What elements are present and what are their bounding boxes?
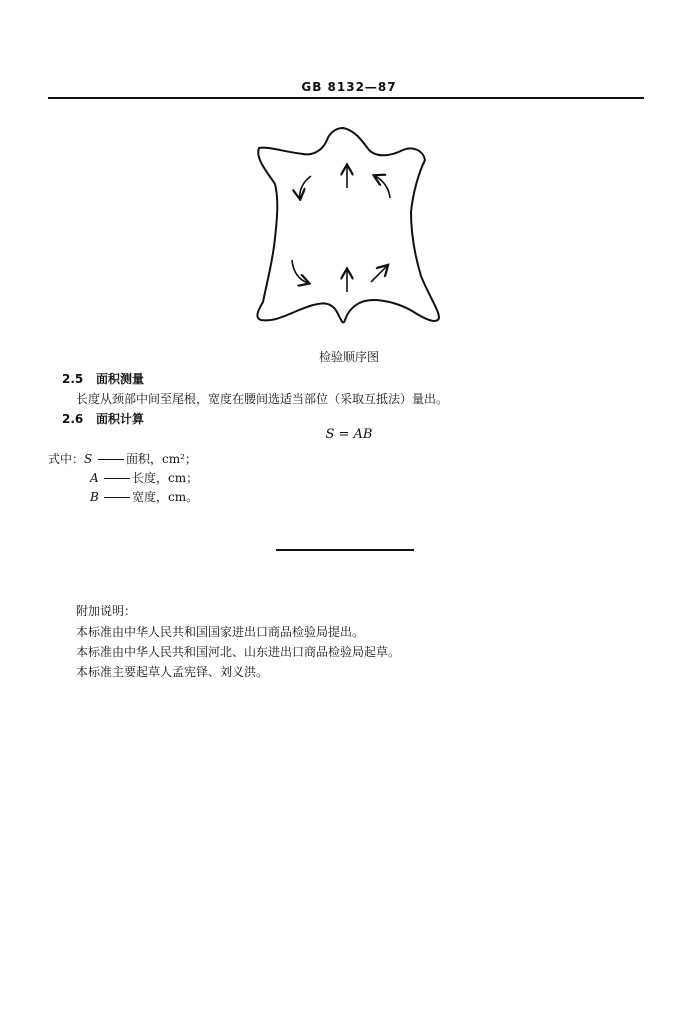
section-title: 面积测量	[96, 372, 145, 386]
where-meaning: 长度，cm；	[132, 471, 199, 485]
arrow-icon	[292, 260, 308, 283]
standard-code: GB 8132—87	[301, 80, 397, 94]
where-row	[48, 450, 197, 467]
em-dash	[104, 478, 130, 479]
where-prefix: 式中：	[48, 452, 85, 466]
section-number: 2.5	[62, 372, 84, 386]
area-formula: S = AB	[325, 427, 373, 442]
section-heading	[62, 370, 144, 387]
where-row	[90, 469, 198, 486]
section-title: 面积计算	[96, 412, 145, 426]
em-dash	[104, 497, 130, 498]
section-body: 长度从颈部中间至尾根，宽度在腰间选适当部位（采取互抵法）量出。	[76, 392, 449, 406]
where-row	[90, 488, 198, 505]
hide-outline-icon	[257, 128, 439, 322]
arrow-icon	[375, 176, 390, 198]
hide-outline-figure	[245, 120, 445, 335]
notes-heading: 附加说明：	[76, 604, 137, 618]
note-line: 本标准由中华人民共和国国家进出口商品检验局提出。	[76, 625, 365, 639]
arrow-icon	[371, 266, 387, 282]
section-heading	[62, 410, 144, 427]
figure-caption: 检验顺序图	[318, 350, 379, 364]
where-meaning: 宽度，cm。	[132, 490, 199, 504]
header-rule	[48, 97, 644, 99]
em-dash	[98, 459, 124, 460]
where-symbol: B	[90, 490, 99, 504]
arrow-icon	[300, 176, 311, 198]
note-line: 本标准主要起草人孟宪铎、刘义洪。	[76, 665, 269, 679]
where-symbol: A	[90, 471, 99, 485]
end-rule	[276, 549, 414, 551]
section-number: 2.6	[62, 412, 84, 426]
where-meaning: 面积，cm²；	[126, 452, 197, 466]
note-line: 本标准由中华人民共和国河北、山东进出口商品检验局起草。	[76, 645, 401, 659]
where-symbol: S	[84, 452, 93, 466]
